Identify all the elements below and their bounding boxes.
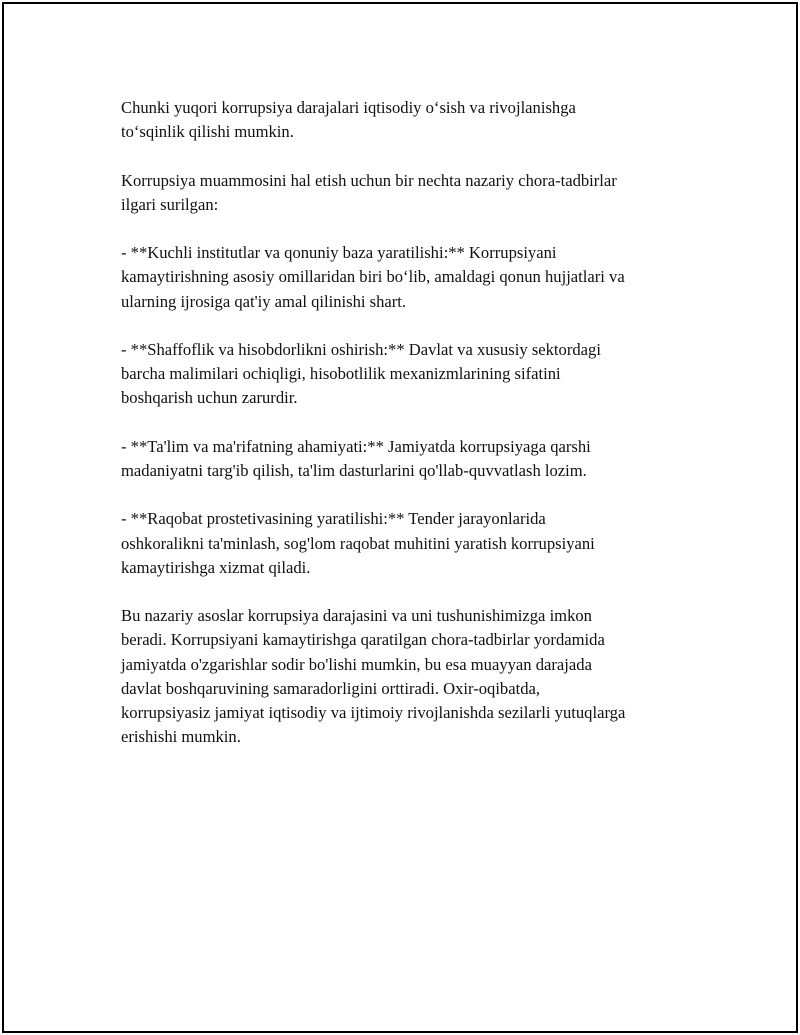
list-item-competition [121,507,701,580]
text-line: Bu nazariy asoslar korrupsiya darajasini va uni tushunishimizga imkon [121,606,592,626]
text-line: beradi. Korrupsiyani kamaytirishga qaratilgan chora-tadbirlar yordamida [121,630,605,650]
text-line: korrupsiyasiz jamiyat iqtisodiy va ijtimoiy rivojlanishda sezilarli yutuqlarga [121,702,626,722]
text-line: davlat boshqaruvining samaradorligini orttiradi. Oxir-oqibatda, [121,678,541,698]
text-line: Korrupsiya muammosini hal etish uchun bir nechta nazariy chora-tadbirlar [121,170,617,190]
page-frame [2,2,798,1033]
list-item-transparency [121,338,701,411]
text-line: ilgari surilgan: [121,194,219,214]
list-item-institutions [121,241,701,314]
paragraph-conclusion [121,604,701,749]
text-line: madaniyatni targ'ib qilish, ta'lim dasturlarini qo'llab-quvvatlash lozim. [121,460,587,480]
text-line: barcha malimilari ochiqligi, hisobotlilik mexanizmlarining sifatini [121,364,561,384]
text-line: erishishi mumkin. [121,727,241,747]
text-line: Chunki yuqori korrupsiya darajalari iqtisodiy o‘sish va rivojlanishga [121,98,576,117]
text-line: kamaytirishga xizmat qiladi. [121,557,311,577]
document-body [121,96,701,774]
text-line: - **Kuchli institutlar va qonuniy baza yaratilishi:** Korrupsiyani [121,243,557,263]
text-line: to‘sqinlik qilishi mumkin. [121,122,294,142]
text-line: boshqarish uchun zarurdir. [121,388,298,408]
text-line: ularning ijrosiga qat'iy amal qilinishi shart. [121,291,407,311]
paragraph-measures-lead [121,169,701,217]
text-line: - **Ta'lim va ma'rifatning ahamiyati:** Jamiyatda korrupsiyaga qarshi [121,436,591,456]
text-line: - **Raqobat prostetivasining yaratilishi:** Tender jarayonlarida [121,509,546,529]
text-line: jamiyatda o'zgarishlar sodir bo'lishi mumkin, bu esa muayyan darajada [121,654,592,674]
text-line: - **Shaffoflik va hisobdorlikni oshirish:** Davlat va xususiy sektordagi [121,339,601,359]
paragraph-intro [121,96,701,144]
list-item-education [121,435,701,483]
text-line: kamaytirishning asosiy omillaridan biri bo‘lib, amaldagi qonun hujjatlari va [121,267,625,287]
text-line: oshkoralikni ta'minlash, sog'lom raqobat muhitini yaratish korrupsiyani [121,533,595,553]
